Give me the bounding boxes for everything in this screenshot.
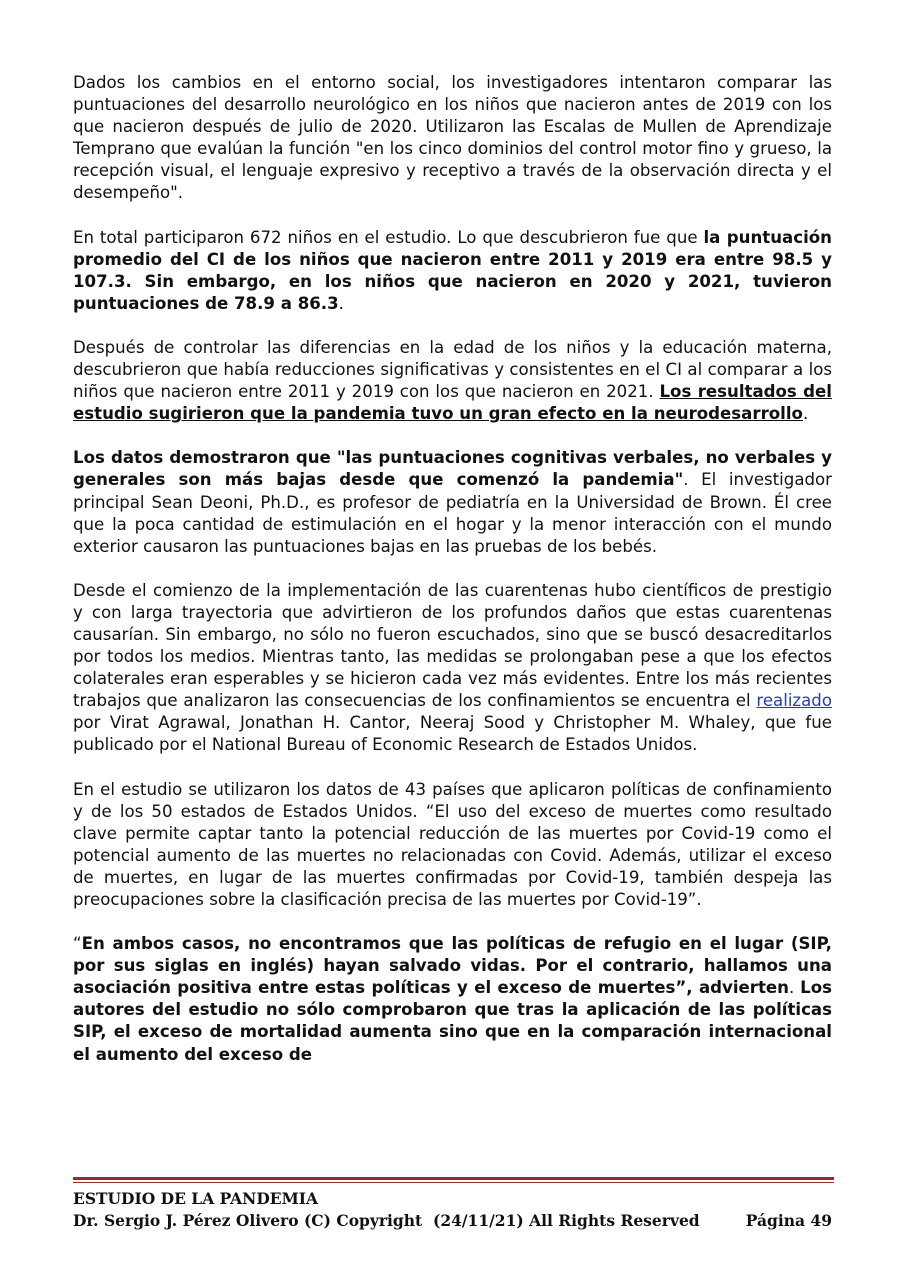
paragraph-3-text: Después de controlar las diferencias en la edad de los niños y la educación materna, descubrieron que había reducciones significativas y consistentes en el CI al comparar a los niños que nacieron entre 2011 y 2019 con los que nacieron en 2021. — [73, 337, 832, 402]
paragraph-2-end: . — [338, 293, 344, 313]
footer-title-row — [73, 1188, 832, 1210]
paragraph-7 — [73, 933, 832, 1066]
paragraph-5-text: Desde el comienzo de la implementación de las cuarentenas hubo científicos de prestigio y con larga trayectoria que advirtieron de los profundos daños que estas cuarentenas causarían. Sin embargo, no sólo no fueron escuchados, sino que se buscó desacreditarlos por todos los medios. Mientras tanto, las medidas se prolongaban pese a que los efectos colaterales eran esperables y se hicieron cada vez más evidentes. Entre los más recientes trabajos que analizaron las consecuencias de los confinamientos se encuentra el — [73, 580, 832, 711]
paragraph-4 — [73, 447, 832, 557]
paragraph-3 — [73, 337, 832, 425]
paragraph-1 — [73, 72, 832, 205]
paragraph-4-bold: Los datos demostraron que "las puntuaciones cognitivas verbales, no verbales y generales son más bajas desde que comenzó la pandemia" — [73, 448, 832, 490]
paragraph-3-end: . — [802, 404, 809, 424]
paragraph-2 — [73, 227, 832, 315]
page-number: Página 49 — [745, 1211, 832, 1230]
paragraph-7-bold-text: Los autores del estudio no sólo comprobaron que tras la aplicación de las políticas SIP, el exceso de mortalidad aumenta sino que en la comparación internacional el aumento del exceso de — [73, 978, 832, 1064]
paragraph-1-text: Dados los cambios en el entorno social, los investigadores intentaron comparar las puntuaciones del desarrollo neurológico en los niños que nacieron antes de 2019 con los que nacieron después de julio de 2020. Utilizaron las Escalas de Mullen de Aprendizaje Temprano que evalúan la función "en los cinco dominios del control motor fino y grueso, la recepción visual, el lenguaje expresivo y receptivo a través de la observación directa y el desempeño". — [73, 73, 832, 203]
footer-copyright: Dr. Sergio J. Pérez Olivero (C) Copyright (24/11/21) All Rights Reserved — [73, 1211, 700, 1230]
paragraph-6-text: En el estudio se utilizaron los datos de 43 países que aplicaron políticas de confinamiento y de los 50 estados de Estados Unidos. “El uso del exceso de muertes como resultado clave permite captar tanto la potencial reducción de las muertes por Covid-19 como el potencial aumento de las muertes no relacionadas con Covid. Además, utilizar el exceso de muertes, en lugar de las muertes confirmadas por Covid-19, también despeja las preocupaciones sobre la clasificación precisa de las muertes por Covid-19”. — [73, 779, 832, 909]
footer-copyright-row — [73, 1210, 832, 1232]
realizado-link[interactable]: realizado — [756, 691, 832, 711]
paragraph-2-bold: la puntuación promedio del CI de los niños que nacieron entre 2011 y 2019 era entre 98.5 y 107.3. Sin embargo, en los niños que nacieron en 2020 y 2021, tuvieron puntuaciones de 78.9 a 86.3 — [73, 227, 832, 313]
footer-rule-thick — [73, 1177, 834, 1180]
footer-title: ESTUDIO DE LA PANDEMIA — [73, 1189, 319, 1208]
paragraph-6 — [73, 779, 832, 912]
paragraph-7-quote-mark: “ — [73, 934, 82, 954]
paragraph-2-text: En total participaron 672 niños en el estudio. Lo que descubrieron fue que — [73, 227, 704, 247]
paragraph-7-sep: . — [788, 978, 801, 998]
page-footer — [73, 1188, 832, 1232]
paragraph-3-underlined-bold: Los resultados del estudio sugirieron que la pandemia tuvo un gran efecto en la neurodesarrollo — [73, 382, 832, 424]
footer-rule-thin — [73, 1182, 834, 1183]
document-body — [73, 72, 832, 1088]
paragraph-5-text-end: por Virat Agrawal, Jonathan H. Cantor, Neeraj Sood y Christopher M. Whaley, que fue publicado por el National Bureau of Economic Research de Estados Unidos. — [73, 713, 832, 755]
paragraph-4-text: . El investigador principal Sean Deoni, Ph.D., es profesor de pediatría en la Universidad de Brown. Él cree que la poca cantidad de estimulación en el hogar y la menor interacción con el mundo exterior causaron las puntuaciones bajas en las pruebas de los bebés. — [73, 470, 832, 556]
paragraph-5 — [73, 580, 832, 757]
paragraph-7-bold-quote: En ambos casos, no encontramos que las políticas de refugio en el lugar (SIP, por sus siglas en inglés) hayan salvado vidas. Por el contrario, hallamos una asociación positiva entre estas políticas y el exceso de muertes”, advierten — [73, 934, 832, 998]
